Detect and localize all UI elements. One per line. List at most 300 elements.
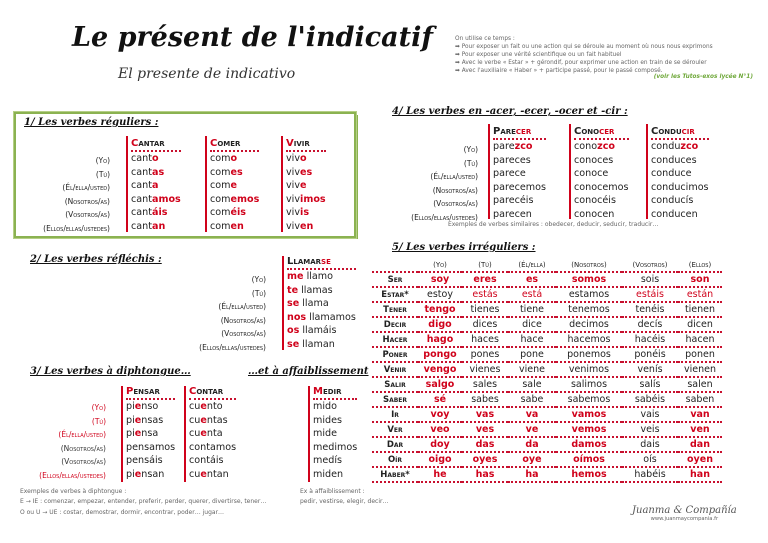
ending: amos	[210, 441, 237, 453]
table-row	[372, 467, 722, 482]
verb-infinitive: Tener	[372, 302, 418, 317]
conjugated-form: ponen	[678, 347, 722, 362]
section-2-heading: 2/ Les verbes réfléchis :	[30, 254, 162, 265]
conjugated-form: sales	[462, 377, 508, 392]
diphthong-examples-title: Exemples de verbes à diphtongue :	[20, 488, 127, 495]
conjugated-form: tienes	[462, 302, 508, 317]
weakening-examples-list: pedir, vestirse, elegir, decir…	[300, 498, 389, 505]
pronoun-label: (Vosotros/as)	[221, 329, 266, 338]
conjugated-form: se llama	[287, 298, 329, 309]
verb-infinitive: Salir	[372, 377, 418, 392]
reflexive-pronoun: me	[287, 271, 304, 282]
conjugated-form: parecéis	[493, 195, 534, 206]
pronoun-label: (Él/ella/usted)	[58, 430, 106, 439]
ending: nso	[141, 401, 159, 412]
small-caps-initial: C	[210, 138, 218, 149]
conjugated-form: medimos	[313, 441, 358, 453]
small-caps-initial: V	[286, 138, 294, 149]
ending: nsas	[141, 414, 164, 426]
conjugated-form: cantas	[131, 166, 165, 178]
conjugated-form: te llamas	[287, 284, 333, 296]
notes-link: (voir les Tutos-exos lycée N°1)	[653, 74, 753, 80]
conjugated-form: das	[462, 437, 508, 452]
conjugated-form: he	[418, 467, 462, 482]
notes-item: ➡ Avec l'auxiliaire « Haber » + participe passé, pour le passé composé.	[455, 68, 663, 74]
conjugated-form: contamos	[189, 441, 237, 453]
conjugated-form: viven	[286, 220, 314, 232]
ending: nta	[206, 428, 223, 439]
verb-header: Conducir	[651, 126, 709, 140]
conjugated-form: comemos	[210, 193, 260, 205]
ending: a	[322, 298, 329, 309]
conjugated-form: medís	[313, 455, 343, 466]
ending: ces	[680, 154, 697, 166]
divider	[569, 124, 571, 219]
section-4-examples: Exemples de verbes similaires : obedecer, deducir, seducir, traducir…	[448, 221, 659, 228]
conjugated-form: estamos	[556, 287, 622, 302]
table-row	[372, 287, 722, 302]
conjugated-form: ponéis	[622, 347, 678, 362]
notes-list	[455, 44, 755, 74]
verb-infinitive: Estar*	[372, 287, 418, 302]
verb-ending: cer	[515, 126, 532, 137]
conjugated-form: dices	[462, 317, 508, 332]
ending: ce	[514, 168, 526, 179]
table-header: (Nosotros)	[556, 259, 622, 272]
weakening-examples-title: Ex à affaiblissement :	[300, 488, 365, 495]
conjugated-form: oye	[508, 452, 556, 467]
verb-comer	[210, 138, 259, 233]
conjugated-form: es	[508, 272, 556, 287]
section-3-heading-2: …et à affaiblissement	[248, 366, 369, 377]
conjugated-form: cantan	[131, 220, 166, 232]
verb-contar	[189, 386, 236, 481]
conjugated-form: pensáis	[126, 455, 163, 466]
conjugated-form: doy	[418, 437, 462, 452]
conjugated-form: hemos	[556, 467, 622, 482]
reflexive-suffix: se	[321, 256, 331, 267]
ending: cís	[680, 195, 694, 206]
conjugated-form: veo	[418, 422, 462, 437]
table-row	[372, 407, 722, 422]
conjugated-form: conoce	[574, 168, 609, 179]
ending: as	[152, 166, 165, 178]
conjugated-form: habéis	[622, 467, 678, 482]
conjugated-form: hacemos	[556, 332, 622, 347]
small-caps-initial: P	[126, 386, 134, 397]
conjugated-form: canta	[131, 180, 159, 191]
conjugated-form: sabemos	[556, 392, 622, 407]
pronoun-label: (Yo)	[91, 403, 106, 412]
pronoun-label: (Vosotros/as)	[433, 199, 478, 208]
small-caps-initial: C	[189, 386, 197, 397]
table-row	[372, 377, 722, 392]
conjugated-form: salgo	[418, 377, 462, 392]
ending: ces	[597, 154, 614, 166]
verb-header: Cantar	[131, 138, 181, 152]
pronoun-label: (Ellos/ellas/ustedes)	[43, 223, 110, 233]
conjugated-form: estás	[462, 287, 508, 302]
conjugated-form: cuento	[189, 401, 223, 412]
small-caps-initial: C	[131, 138, 139, 149]
diphthong: e	[134, 414, 142, 426]
conjugated-form: coméis	[210, 207, 247, 218]
table-row	[372, 362, 722, 377]
conjugated-form: tenéis	[622, 302, 678, 317]
ending: is	[300, 207, 310, 218]
conjugated-form: oigo	[418, 452, 462, 467]
ending: cen	[597, 208, 615, 220]
conjugated-form: ves	[462, 422, 508, 437]
conjugated-form: cuentas	[189, 414, 228, 426]
diphthong: e	[134, 428, 142, 439]
verb-conducir	[651, 126, 709, 221]
conjugated-form: piensa	[126, 428, 159, 439]
conjugated-form: ven	[678, 422, 722, 437]
table-header: (Ellos)	[678, 259, 722, 272]
conjugated-form: dicen	[678, 317, 722, 332]
ending: nsa	[141, 428, 159, 439]
ending: áis	[322, 325, 337, 336]
conjugated-form: piensas	[126, 414, 164, 426]
weakening-examples	[300, 488, 389, 505]
conjugated-form: va	[508, 407, 556, 422]
usage-notes	[455, 36, 755, 80]
ending: es	[230, 166, 243, 178]
divider	[282, 256, 284, 350]
verb-header: Conocer	[574, 126, 629, 140]
conjugated-form: digo	[418, 317, 462, 332]
pronoun-label: (Nosotros/as)	[64, 196, 110, 206]
conjugated-form: sabes	[462, 392, 508, 407]
verb-infinitive: Haber*	[372, 467, 418, 482]
conjugated-form: cantáis	[131, 207, 168, 218]
diphthong-examples-e: E → IE : comenzar, empezar, entender, preferir, perder, querer, divertirse, tener…	[20, 498, 267, 505]
ending: ce	[597, 168, 609, 179]
section-2-pronouns	[160, 273, 266, 354]
ending: áis	[149, 455, 163, 466]
notes-item: ➡ Avec le verbe « Estar » + gérondif, pour exprimer une action en train de se dérouler	[455, 60, 707, 66]
pronoun-label: (Ellos/ellas/ustedes)	[411, 212, 478, 222]
conjugated-form: soy	[418, 272, 462, 287]
table-row	[372, 437, 722, 452]
reflexive-pronoun: os	[287, 325, 300, 336]
conjugated-form: tengo	[418, 302, 462, 317]
verb-infinitive: Venir	[372, 362, 418, 377]
conjugated-form: como	[210, 153, 238, 164]
conjugated-form: oyen	[678, 452, 722, 467]
conjugated-form: decís	[622, 317, 678, 332]
divider	[205, 136, 207, 232]
conjugated-form: vais	[622, 407, 678, 422]
conjugated-form: van	[678, 407, 722, 422]
diphthong: e	[200, 428, 207, 439]
ending: as	[321, 284, 333, 296]
conjugated-form: somos	[556, 272, 622, 287]
conjugated-form: venís	[622, 362, 678, 377]
pronoun-label: (Él/ella/usted)	[62, 183, 110, 192]
ending: o	[327, 271, 333, 282]
conjugated-form: mides	[313, 414, 343, 426]
table-row	[372, 272, 722, 287]
diphthong: e	[134, 468, 142, 480]
diphthong: e	[200, 468, 207, 480]
ending: cen	[680, 208, 698, 220]
pronoun-label: (Tú)	[251, 288, 266, 298]
verb-infinitive: Ser	[372, 272, 418, 287]
ending: cemos	[597, 181, 629, 193]
verb-conocer	[574, 126, 629, 221]
table-row	[372, 317, 722, 332]
table-row	[372, 392, 722, 407]
ending: an	[322, 338, 335, 350]
diphthong-examples-o: O ou U → UE : costar, demostrar, dormir, encontrar, poder… jugar…	[20, 509, 225, 516]
verb-parecer	[493, 126, 546, 221]
conjugated-form: voy	[418, 407, 462, 422]
conjugated-form: oímos	[556, 452, 622, 467]
section-4-pronouns	[378, 143, 478, 224]
conjugated-form: conducimos	[651, 181, 709, 193]
verb-header: Vivir	[286, 138, 326, 152]
conjugated-form: salen	[678, 377, 722, 392]
diphthong: e	[200, 401, 207, 412]
conjugated-form: vivo	[286, 153, 307, 164]
verb-infinitive: Dar	[372, 437, 418, 452]
conjugated-form: tienen	[678, 302, 722, 317]
ending: imos	[300, 193, 326, 205]
table-header: (Él/ella)	[508, 259, 556, 272]
conjugated-form: comen	[210, 220, 244, 232]
ending: en	[300, 220, 314, 232]
ending: zco	[514, 141, 533, 152]
pronoun-label: (Ellos/ellas/ustedes)	[199, 342, 266, 352]
divider	[281, 136, 283, 232]
ending: emos	[230, 193, 260, 205]
small-caps-initial: M	[313, 386, 323, 397]
conjugated-form: venimos	[556, 362, 622, 377]
verb-header: Parecer	[493, 126, 546, 140]
conjugated-form: dice	[508, 317, 556, 332]
conjugated-form: miden	[313, 468, 344, 480]
conjugated-form: está	[508, 287, 556, 302]
ending: e	[230, 180, 238, 191]
divider	[126, 136, 128, 232]
ending: éis	[230, 207, 247, 218]
conjugated-form: tenemos	[556, 302, 622, 317]
section-4-heading: 4/ Les verbes en -acer, -ecer, -ocer et -cir :	[392, 106, 628, 117]
reflexive-pronoun: te	[287, 284, 299, 296]
conjugated-form: conduce	[651, 168, 692, 179]
ending: amos	[152, 193, 181, 205]
table-row	[372, 452, 722, 467]
conjugated-form: canto	[131, 153, 159, 164]
conjugated-form: me llamo	[287, 271, 333, 282]
conjugated-form: vengo	[418, 362, 462, 377]
notes-item: ➡ Pour exposer un fait ou une action qui se déroule au moment où nous nous exprimons	[455, 44, 713, 50]
conjugated-form: mide	[313, 428, 338, 439]
conjugated-form: vemos	[556, 422, 622, 437]
conjugated-form: hago	[418, 332, 462, 347]
conjugated-form: dais	[622, 437, 678, 452]
verb-header: Pensar	[126, 386, 175, 400]
verb-infinitive: Hacer	[372, 332, 418, 347]
divider	[488, 124, 490, 219]
ending: ntan	[206, 468, 229, 480]
pronoun-label: (Nosotros/as)	[60, 443, 106, 453]
verb-header: Medir	[313, 386, 357, 400]
ending: cimos	[680, 181, 709, 193]
reflexive-pronoun: se	[287, 298, 300, 309]
conjugated-form: saben	[678, 392, 722, 407]
divider	[308, 386, 310, 482]
brand-url: www.juanmaycompania.fr	[650, 516, 719, 522]
conjugated-form: salimos	[556, 377, 622, 392]
conjugated-form: vamos	[556, 407, 622, 422]
diphthong: e	[200, 414, 207, 426]
table-row	[372, 332, 722, 347]
ending: es	[300, 166, 313, 178]
conjugated-form: vives	[286, 166, 313, 178]
page-subtitle: El presente de indicativo	[118, 66, 296, 82]
notes-item: ➡ Pour exposer une vérité scientifique ou un fait habituel	[455, 52, 622, 58]
verb-header: Comer	[210, 138, 259, 152]
verb-infinitive: Saber	[372, 392, 418, 407]
conjugated-form: conoces	[574, 154, 614, 166]
conjugated-form: vienes	[462, 362, 508, 377]
conjugated-form: pones	[462, 347, 508, 362]
conjugated-form: parezco	[493, 141, 533, 152]
conjugated-form: dan	[678, 437, 722, 452]
verb-infinitive: Ver	[372, 422, 418, 437]
conjugated-form: sé	[418, 392, 462, 407]
conjugated-form: hacen	[678, 332, 722, 347]
conjugated-form: hace	[508, 332, 556, 347]
divider	[646, 124, 648, 219]
conjugated-form: parece	[493, 168, 526, 179]
section-3-heading: 3/ Les verbes à diphtongue…	[30, 366, 191, 377]
pronoun-label: (Tú)	[463, 158, 478, 168]
ending: en	[230, 220, 244, 232]
ending: ces	[514, 154, 531, 166]
pronoun-label: (Tú)	[91, 416, 106, 426]
verb-medir	[313, 386, 357, 481]
conjugated-form: ve	[508, 422, 556, 437]
conjugated-form: has	[462, 467, 508, 482]
conjugated-form: viene	[508, 362, 556, 377]
verb-infinitive: Decir	[372, 317, 418, 332]
conjugated-form: vivis	[286, 207, 310, 218]
table-header: (Vosotros)	[622, 259, 678, 272]
conjugated-form: se llaman	[287, 338, 335, 350]
brand-name: Juanma & Compañía	[632, 505, 737, 516]
ending: nsan	[141, 468, 165, 480]
conjugated-form: pone	[508, 347, 556, 362]
conjugated-form: ha	[508, 467, 556, 482]
conjugated-form: conducen	[651, 208, 698, 220]
conjugated-form: conocéis	[574, 195, 616, 206]
verb-llamarse	[287, 256, 356, 351]
pronoun-label: (Yo)	[251, 275, 266, 284]
ending: zco	[597, 141, 615, 152]
conjugated-form: sois	[622, 272, 678, 287]
table-header: (Tú)	[462, 259, 508, 272]
table-row	[372, 422, 722, 437]
ending: nto	[206, 401, 223, 412]
table-row	[372, 347, 722, 362]
verb-header: Llamarse	[287, 256, 356, 270]
reflexive-pronoun: nos	[287, 311, 307, 323]
conjugated-form: eres	[462, 272, 508, 287]
conjugated-form: hacéis	[622, 332, 678, 347]
conjugated-form: nos llamamos	[287, 311, 356, 323]
conjugated-form: parecen	[493, 208, 532, 220]
conjugated-form: estáis	[622, 287, 678, 302]
ending: zco	[680, 141, 699, 152]
table-row	[372, 302, 722, 317]
conjugated-form: cuentan	[189, 468, 229, 480]
pronoun-label: (Yo)	[95, 156, 110, 165]
divider	[121, 386, 123, 482]
conjugated-form: mido	[313, 401, 337, 412]
irregular-table-wrap	[372, 259, 722, 483]
conjugated-form: cantamos	[131, 193, 181, 205]
ending: áis	[152, 207, 168, 218]
pronoun-label: (Yo)	[463, 145, 478, 154]
verb-header: Contar	[189, 386, 236, 400]
conjugated-form: sale	[508, 377, 556, 392]
pronoun-label: (Vosotros/as)	[65, 210, 110, 219]
section-5-heading: 5/ Les verbes irréguliers :	[392, 242, 536, 253]
brand	[632, 505, 737, 522]
conjugated-form: piensan	[126, 468, 165, 480]
conjugated-form: da	[508, 437, 556, 452]
conjugated-form: pareces	[493, 154, 531, 166]
verb-pensar	[126, 386, 175, 481]
conjugated-form: damos	[556, 437, 622, 452]
conjugated-form: pensamos	[126, 441, 176, 453]
pronoun-label: (Vosotros/as)	[61, 457, 106, 466]
verb-cantar	[131, 138, 181, 233]
conjugated-form: conduzco	[651, 141, 699, 152]
ending: céis	[514, 195, 534, 206]
conjugated-form: os llamáis	[287, 325, 337, 336]
conjugated-form: vive	[286, 180, 307, 191]
ending: céis	[597, 195, 616, 206]
conjugated-form: vivimos	[286, 193, 326, 205]
pronoun-label: (Nosotros/as)	[220, 315, 266, 325]
conjugated-form: vas	[462, 407, 508, 422]
ending: o	[152, 153, 159, 164]
conjugated-form: oyes	[462, 452, 508, 467]
ending: áis	[210, 455, 224, 466]
divider	[184, 386, 186, 482]
reflexive-pronoun: se	[287, 338, 300, 350]
pronoun-label: (Él/ella/usted)	[430, 172, 478, 181]
conjugated-form: tiene	[508, 302, 556, 317]
ending: amos	[329, 311, 356, 323]
ending: ntas	[206, 414, 228, 426]
conjugated-form: sabe	[508, 392, 556, 407]
conjugated-form: oís	[622, 452, 678, 467]
verb-vivir	[286, 138, 326, 233]
ending: amos	[149, 441, 176, 453]
conjugated-form: ponemos	[556, 347, 622, 362]
ending: a	[152, 180, 159, 191]
conjugated-form: conocen	[574, 208, 615, 220]
ending: ce	[680, 168, 692, 179]
table-header: (Yo)	[418, 259, 462, 272]
verb-ending: cer	[599, 126, 615, 137]
